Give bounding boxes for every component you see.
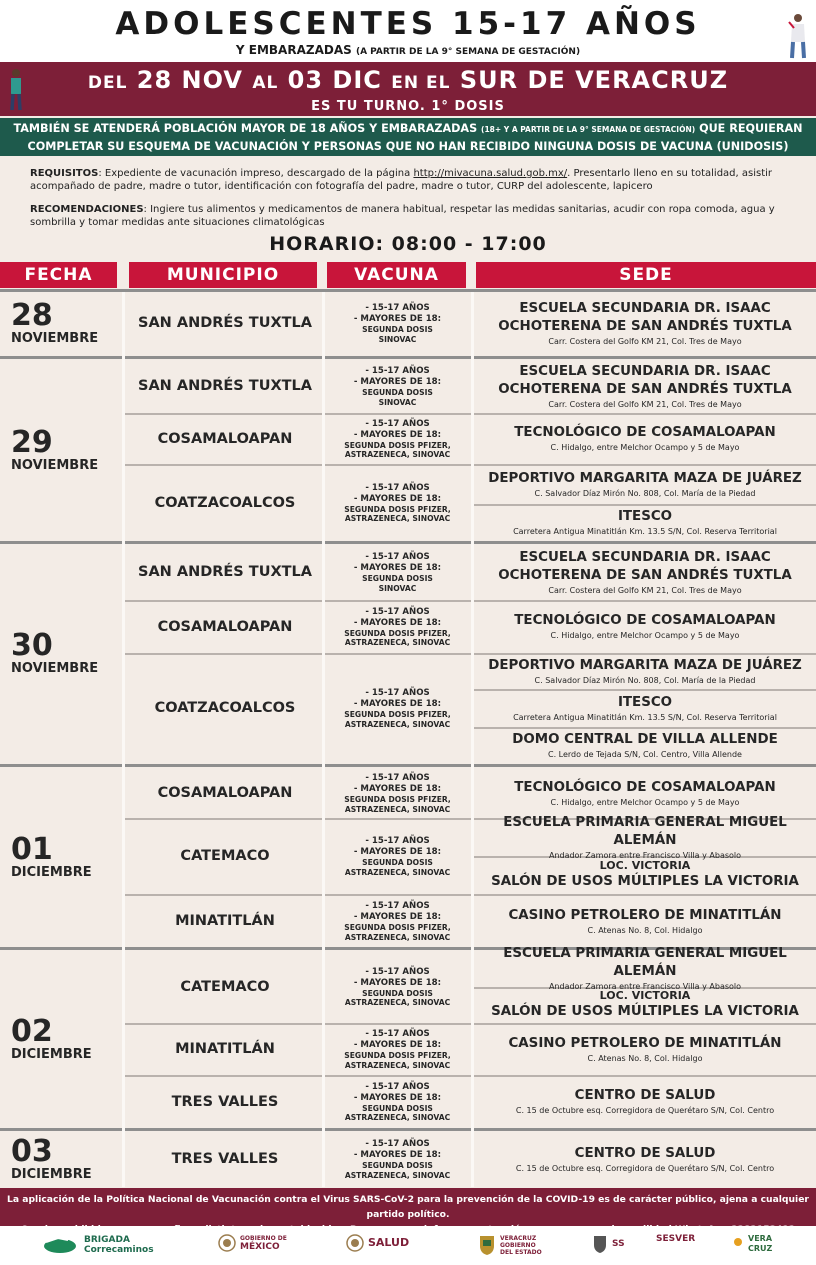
vacuna-line-2: - MAYORES DE 18:	[353, 314, 442, 324]
sede-address: C. Salvador Díaz Mirón No. 808, Col. María de la Piedad	[534, 488, 756, 498]
requisitos-text-a: : Expediente de vacunación impreso, descargado de la página	[98, 168, 411, 179]
recomendaciones-label: RECOMENDACIONES	[30, 204, 144, 215]
date-day: 29	[11, 424, 53, 460]
footer-line-1: La aplicación de la Política Nacional de Vacunación contra el Virus SARS-CoV-2 para la prevención de la COVID-19 es de carácter público, ajena a cualquier partido político.	[7, 1194, 809, 1220]
notice-line-1-a: TAMBIÉN SE ATENDERÁ POBLACIÓN MAYOR DE 18 AÑOS Y EMBARAZADAS	[13, 122, 478, 135]
subtitle-note: (A PARTIR DE LA 9° SEMANA DE GESTACIÓN)	[355, 47, 581, 57]
sede-address: C. Salvador Díaz Mirón No. 808, Col. María de la Piedad	[534, 675, 756, 685]
sede-cell	[474, 464, 816, 504]
legal-footer	[0, 1188, 816, 1226]
municipio-cell	[125, 464, 325, 541]
sede-name: TECNOLÓGICO DE COSAMALOAPAN	[514, 613, 776, 628]
vacuna-line-4: ASTRAZENECA, SINOVAC	[344, 1170, 451, 1180]
notice-line-2: COMPLETAR SU ESQUEMA DE VACUNACIÓN Y PERSONAS QUE NO HAN RECIBIDO NINGUNA DOSIS DE VACUNA (UNIDOSIS)	[27, 140, 789, 153]
sede-name: DEPORTIVO MARGARITA MAZA DE JUÁREZ	[488, 470, 802, 486]
municipio-cell	[125, 1023, 325, 1075]
banner-al: AL	[252, 73, 279, 93]
sede-address: Carretera Antigua Minatitlán Km. 13.5 S/N, Col. Reserva Territorial	[513, 712, 777, 722]
date-day: 28	[11, 297, 53, 333]
date-cell	[0, 359, 125, 541]
sede-name: DOMO CENTRAL DE VILLA ALLENDE	[512, 731, 778, 747]
municipio-name: CATEMACO	[180, 978, 270, 995]
vacuna-cell	[325, 600, 470, 653]
vacuna-cell	[325, 464, 470, 541]
gobierno-text-1: GOBIERNO DE	[240, 1234, 287, 1242]
vacuna-line-4: ASTRAZENECA, SINOVAC	[344, 719, 451, 729]
sede-name: DEPORTIVO MARGARITA MAZA DE JUÁREZ	[488, 657, 802, 673]
sede-name-line-2: OCHOTERENA DE SAN ANDRÉS TUXTLA	[498, 318, 792, 334]
date-month: DICIEMBRE	[11, 1046, 92, 1062]
vacuna-line-3: SEGUNDA DOSIS PFIZER,	[344, 440, 451, 450]
page-subtitle	[0, 42, 816, 60]
vacuna-line-4: ASTRAZENECA, SINOVAC	[344, 638, 451, 647]
vacuna-line-2: - MAYORES DE 18:	[353, 784, 442, 794]
sede-cell	[474, 814, 816, 860]
vacuna-line-4: ASTRAZENECA, SINOVAC	[344, 867, 451, 877]
sede-name: ESCUELA PRIMARIA GENERAL MIGUEL ALEMÁN	[503, 946, 787, 979]
column-header-vacuna: VACUNA	[327, 262, 466, 288]
vacuna-line-3: SEGUNDA DOSIS PFIZER,	[344, 628, 451, 638]
date-month: DICIEMBRE	[11, 1166, 92, 1182]
requisitos-label: REQUISITOS	[30, 168, 99, 179]
vacuna-cell	[325, 818, 470, 894]
sede-address: C. Atenas No. 8, Col. Hidalgo	[587, 1053, 703, 1063]
sede-cell	[474, 544, 816, 600]
sede-cell	[474, 987, 816, 1023]
sede-address: C. 15 de Octubre esq. Corregidora de Querétaro S/N, Col. Centro	[515, 1106, 775, 1115]
vacuna-line-2: - MAYORES DE 18:	[353, 912, 442, 922]
notice-line-1-b: QUE REQUIERAN	[699, 122, 803, 135]
date-month: DICIEMBRE	[11, 865, 92, 880]
sede-cell	[474, 727, 816, 763]
veracruz-text-2: GOBIERNO	[500, 1241, 536, 1249]
municipio-cell	[125, 359, 325, 413]
date-month: NOVIEMBRE	[11, 661, 99, 676]
veracruz-brand-logo	[732, 1234, 778, 1254]
municipio-name: SAN ANDRÉS TUXTLA	[138, 564, 312, 580]
sesver-logo	[652, 1234, 695, 1244]
salud-logo	[346, 1234, 409, 1252]
sede-address: Carr. Costera del Golfo KM 21, Col. Tres de Mayo	[548, 585, 742, 595]
municipio-cell	[125, 1131, 325, 1187]
sede-name-line-2: OCHOTERENA DE SAN ANDRÉS TUXTLA	[498, 567, 792, 583]
mivacuna-link[interactable]: http://mivacuna.salud.gob.mx/	[413, 168, 568, 179]
sede-name: CASINO PETROLERO DE MINATITLÁN	[508, 907, 782, 923]
sede-cell	[474, 653, 816, 689]
vacuna-line-2: - MAYORES DE 18:	[353, 977, 442, 988]
sede-name: ESCUELA PRIMARIA GENERAL MIGUEL ALEMÁN	[503, 814, 787, 848]
vacuna-line-2: - MAYORES DE 18:	[353, 429, 442, 440]
veracruz-text-3: DEL ESTADO	[500, 1248, 542, 1256]
municipio-name: COSAMALOAPAN	[157, 618, 293, 635]
teen-figure-icon	[8, 68, 24, 112]
vacuna-line-4: ASTRAZENECA, SINOVAC	[344, 1113, 451, 1122]
vacuna-line-1: - 15-17 AÑOS	[365, 418, 430, 429]
municipio-name: MINATITLÁN	[175, 913, 275, 929]
vacuna-line-1: - 15-17 AÑOS	[365, 836, 430, 846]
sede-name: ESCUELA SECUNDARIA DR. ISAAC	[519, 363, 771, 379]
vacuna-line-4: SINOVAC	[378, 397, 417, 407]
vacuna-line-3: SEGUNDA DOSIS	[362, 574, 433, 583]
municipio-cell	[125, 600, 325, 653]
brigada-text	[84, 1235, 154, 1255]
sede-address: C. 15 de Octubre esq. Corregidora de Querétaro S/N, Col. Centro	[515, 1163, 775, 1173]
requisitos-text-b: . Presentarlo lleno en su totalidad, asistir acompañado de padre, madre o tutor, identificación con fotografía del padre, madre o tutor, CURP del adolescente, lapicero	[30, 168, 773, 192]
municipio-name: TRES VALLES	[171, 1151, 279, 1167]
municipio-name: SAN ANDRÉS TUXTLA	[138, 378, 312, 394]
date-day: 02	[11, 1013, 53, 1049]
gobierno-mexico-logo	[218, 1234, 287, 1252]
banner-end-date: 03 DIC	[287, 66, 382, 94]
vacuna-line-2: - MAYORES DE 18:	[353, 1040, 442, 1050]
sede-name: ESCUELA SECUNDARIA DR. ISAAC	[519, 549, 771, 565]
sede-cell	[474, 1075, 816, 1128]
vacuna-line-4: ASTRAZENECA, SINOVAC	[344, 450, 451, 459]
sede-name: ITESCO	[617, 509, 673, 524]
vacuna-line-3: SEGUNDA DOSIS	[362, 388, 433, 397]
date-banner	[0, 62, 816, 116]
municipio-cell	[125, 767, 325, 819]
logo-bar	[0, 1226, 816, 1265]
veracruz-brand-text: VERA CRUZ	[748, 1234, 773, 1253]
vacuna-line-1: - 15-17 AÑOS	[365, 901, 430, 911]
date-cell	[0, 1131, 125, 1187]
sede-cell	[474, 504, 816, 541]
sede-address: Andador Zamora entre Francisco Villa y Abasolo	[548, 850, 742, 860]
date-day: 03	[11, 1133, 53, 1169]
vacuna-line-3: SEGUNDA DOSIS PFIZER,	[344, 504, 451, 514]
sede-cell	[474, 946, 816, 991]
sede-address: Carr. Costera del Golfo KM 21, Col. Tres de Mayo	[548, 399, 742, 409]
sede-cell	[474, 689, 816, 727]
brigada-logo	[42, 1234, 154, 1256]
notice-line-1	[0, 120, 816, 138]
sede-name: CENTRO DE SALUD	[574, 1088, 716, 1103]
vacuna-line-1: - 15-17 AÑOS	[365, 966, 430, 977]
vacuna-cell	[325, 292, 470, 354]
municipio-name: MINATITLÁN	[175, 1041, 275, 1057]
municipio-name: COSAMALOAPAN	[157, 785, 293, 801]
municipio-cell	[125, 413, 325, 464]
vacuna-line-3: SEGUNDA DOSIS	[362, 325, 433, 334]
sede-name-line-2: OCHOTERENA DE SAN ANDRÉS TUXTLA	[498, 381, 792, 397]
vacuna-cell	[325, 1075, 470, 1128]
sede-cell	[474, 856, 816, 894]
sesver-text: SESVER	[656, 1234, 696, 1244]
veracruz-text-1: VERACRUZ	[500, 1234, 537, 1242]
vacuna-line-1: - 15-17 AÑOS	[365, 688, 430, 698]
sede-address: Andador Zamora entre Francisco Villa y Abasolo	[548, 982, 742, 991]
municipio-cell	[125, 1075, 325, 1128]
notice-banner	[0, 118, 816, 156]
date-range	[0, 62, 816, 98]
date-month: NOVIEMBRE	[11, 330, 99, 346]
sede-name-line-2: SALÓN DE USOS MÚLTIPLES LA VICTORIA	[491, 1004, 799, 1019]
vacuna-line-2: - MAYORES DE 18:	[353, 563, 442, 573]
ss-logo	[592, 1234, 625, 1254]
vacuna-line-4: ASTRAZENECA, SINOVAC	[344, 998, 451, 1007]
vacuna-line-3: SEGUNDA DOSIS PFIZER,	[344, 795, 451, 804]
vacuna-line-1: - 15-17 AÑOS	[365, 1081, 430, 1092]
requisitos-text	[30, 167, 790, 193]
vacuna-cell	[325, 894, 470, 948]
municipio-name: CATEMACO	[180, 848, 270, 864]
sede-cell	[474, 1023, 816, 1075]
banner-start-date: 28 NOV	[136, 66, 243, 94]
municipio-name: COATZACOALCOS	[154, 700, 296, 716]
salud-seal-icon	[346, 1234, 364, 1252]
vacuna-line-1: - 15-17 AÑOS	[365, 773, 430, 783]
sede-name: CENTRO DE SALUD	[574, 1145, 716, 1161]
municipio-name: TRES VALLES	[171, 1093, 279, 1110]
banner-turno: ES TU TURNO. 1° DOSIS	[311, 99, 505, 114]
municipio-cell	[125, 544, 325, 600]
recomendaciones-body: : Ingiere tus alimentos y medicamentos de manera habitual, respetar las medidas sanitarias, acudir con ropa comoda, agua y sombrilla y tomar medidas ante situaciones climatológicas	[30, 204, 775, 228]
eagle-seal-icon	[218, 1234, 236, 1252]
sede-cell	[474, 600, 816, 653]
vacuna-line-2: - MAYORES DE 18:	[353, 847, 442, 857]
veracruz-gobierno-logo	[478, 1234, 542, 1256]
sede-cell	[474, 767, 816, 819]
sede-name-line-2: SALÓN DE USOS MÚLTIPLES LA VICTORIA	[491, 874, 799, 889]
vacuna-line-4: ASTRAZENECA, SINOVAC	[344, 804, 451, 814]
sede-name: CASINO PETROLERO DE MINATITLÁN	[508, 1035, 782, 1051]
sede-cell	[474, 413, 816, 464]
page-title: ADOLESCENTES 15-17 AÑOS	[115, 6, 701, 42]
sede-address: C. Lerdo de Tejada S/N, Col. Centro, Villa Allende	[548, 749, 742, 759]
brigada-text-1: BRIGADA	[84, 1235, 130, 1245]
vacuna-line-3: SEGUNDA DOSIS PFIZER,	[344, 923, 451, 932]
banner-region: SUR DE VERACRUZ	[459, 66, 729, 94]
vacuna-line-3: SEGUNDA DOSIS	[362, 1103, 433, 1113]
vacuna-line-4: ASTRAZENECA, SINOVAC	[344, 932, 451, 942]
vacuna-line-2: - MAYORES DE 18:	[353, 617, 442, 628]
column-header-fecha: FECHA	[0, 262, 117, 288]
vacuna-line-3: SEGUNDA DOSIS	[362, 988, 433, 998]
municipio-cell	[125, 653, 325, 763]
recomendaciones-text	[30, 203, 790, 229]
sede-cell	[474, 894, 816, 948]
roadrunner-icon	[42, 1234, 80, 1256]
vacuna-line-1: - 15-17 AÑOS	[365, 303, 430, 313]
woman-figure-icon	[786, 12, 810, 62]
vacuna-line-4: ASTRAZENECA, SINOVAC	[344, 1060, 451, 1070]
vacuna-line-2: - MAYORES DE 18:	[353, 1150, 442, 1160]
vacuna-cell	[325, 544, 470, 600]
sede-name: LOC. VICTORIA	[599, 989, 691, 1002]
banner-en-el: EN EL	[391, 73, 451, 93]
horario: HORARIO: 08:00 - 17:00	[269, 233, 547, 255]
vacuna-line-2: - MAYORES DE 18:	[353, 377, 442, 387]
municipio-name: SAN ANDRÉS TUXTLA	[138, 315, 312, 331]
vacuna-line-3: SEGUNDA DOSIS PFIZER,	[344, 1051, 451, 1060]
date-cell	[0, 950, 125, 1128]
sede-address: C. Hidalgo, entre Melchor Ocampo y 5 de Mayo	[550, 797, 740, 807]
vacuna-line-1: - 15-17 AÑOS	[365, 482, 430, 493]
column-header-sede: SEDE	[476, 262, 816, 288]
municipio-name: COSAMALOAPAN	[157, 430, 293, 447]
municipio-name: COATZACOALCOS	[154, 494, 296, 511]
sede-name: TECNOLÓGICO DE COSAMALOAPAN	[514, 425, 776, 440]
date-day: 01	[11, 832, 53, 867]
vacuna-line-3: SEGUNDA DOSIS	[362, 1161, 433, 1170]
sede-address: Carretera Antigua Minatitlán Km. 13.5 S/N, Col. Reserva Territorial	[513, 527, 777, 536]
vacuna-line-4: ASTRAZENECA, SINOVAC	[344, 514, 451, 523]
vacuna-line-3: SEGUNDA DOSIS PFIZER,	[344, 710, 451, 719]
vacuna-cell	[325, 767, 470, 819]
banner-del: DEL	[87, 73, 128, 93]
page-header	[0, 0, 816, 62]
salud-text: SALUD	[368, 1236, 410, 1249]
sede-address: C. Atenas No. 8, Col. Hidalgo	[587, 925, 703, 935]
gobierno-text	[240, 1235, 287, 1252]
municipio-cell	[125, 894, 325, 948]
vacuna-line-4: SINOVAC	[378, 334, 417, 344]
date-month: NOVIEMBRE	[11, 457, 99, 473]
vacuna-line-2: - MAYORES DE 18:	[353, 493, 442, 504]
veracruz-text	[500, 1235, 542, 1256]
sede-cell	[474, 1131, 816, 1187]
vacuna-line-1: - 15-17 AÑOS	[365, 366, 430, 376]
vacuna-cell	[325, 653, 470, 763]
date-cell	[0, 767, 125, 948]
date-cell	[0, 544, 125, 763]
vacuna-cell	[325, 413, 470, 464]
veracruz-shield-icon	[478, 1234, 496, 1256]
sede-name: ESCUELA SECUNDARIA DR. ISAAC	[519, 300, 771, 316]
sede-name: TECNOLÓGICO DE COSAMALOAPAN	[514, 779, 776, 795]
vacuna-cell	[325, 1023, 470, 1075]
gobierno-text-2: MÉXICO	[240, 1241, 280, 1252]
sede-cell	[474, 292, 816, 354]
ss-shield-icon	[592, 1234, 608, 1254]
sede-address: C. Hidalgo, entre Melchor Ocampo y 5 de Mayo	[550, 443, 740, 452]
municipio-cell	[125, 950, 325, 1023]
vacuna-line-1: - 15-17 AÑOS	[365, 606, 430, 617]
vacuna-line-4: SINOVAC	[378, 583, 417, 593]
date-day: 30	[11, 628, 53, 663]
sede-name: LOC. VICTORIA	[599, 859, 691, 872]
subtitle-main: Y EMBARAZADAS	[235, 43, 352, 57]
vacuna-cell	[325, 359, 470, 413]
vacuna-line-3: SEGUNDA DOSIS	[362, 858, 433, 867]
vacuna-line-2: - MAYORES DE 18:	[353, 699, 442, 709]
municipio-cell	[125, 818, 325, 894]
sede-cell	[474, 359, 816, 413]
column-header-municipio: MUNICIPIO	[129, 262, 317, 288]
municipio-cell	[125, 292, 325, 354]
sede-address: C. Hidalgo, entre Melchor Ocampo y 5 de Mayo	[550, 631, 740, 640]
sun-icon	[732, 1234, 744, 1254]
vacuna-line-1: - 15-17 AÑOS	[365, 1029, 430, 1039]
vacuna-cell	[325, 1131, 470, 1187]
vacuna-line-1: - 15-17 AÑOS	[365, 552, 430, 562]
brigada-text-2: Correcaminos	[84, 1245, 154, 1255]
sede-name: ITESCO	[617, 694, 673, 710]
vacuna-line-2: - MAYORES DE 18:	[353, 1092, 442, 1103]
sede-address: Carr. Costera del Golfo KM 21, Col. Tres de Mayo	[548, 336, 742, 346]
notice-line-1-small: (18+ Y A PARTIR DE LA 9° SEMANA DE GESTACIÓN)	[481, 125, 696, 134]
ss-text: SS	[612, 1239, 625, 1249]
vacuna-line-1: - 15-17 AÑOS	[365, 1139, 430, 1149]
vacuna-cell	[325, 950, 470, 1023]
date-cell	[0, 292, 125, 354]
